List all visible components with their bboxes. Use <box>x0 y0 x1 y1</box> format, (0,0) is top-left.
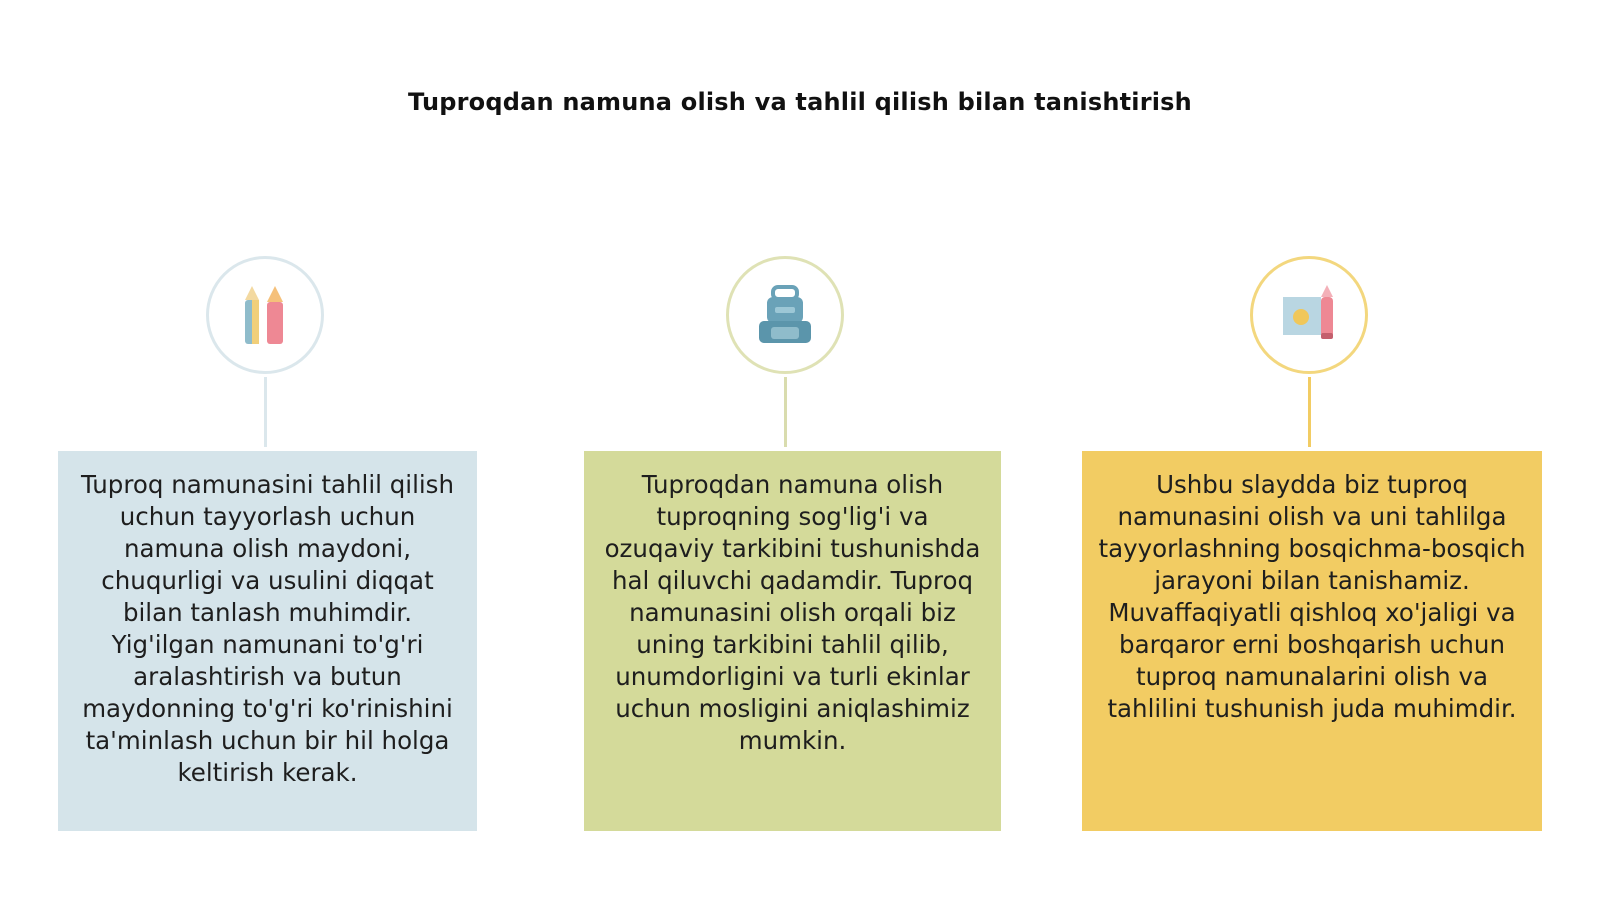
slide-title: Tuproqdan namuna olish va tahlil qilish bilan tanishtirish <box>408 88 1192 116</box>
info-card-3 <box>1082 451 1542 831</box>
card-text-3: Ushbu slaydda biz tuproq namunasini olish va uni tahlilga tayyorlashning bosqichma-bosqich jarayoni bilan tanishamiz. Muvaffaqiyatli qishloq xo'jaligi va barqaror erni boshqarish uchun tuproq namunalarini olish va tahlilini tushunish juda muhimdir. <box>1098 470 1526 723</box>
card-text-2: Tuproqdan namuna olish tuproqning sog'lig'i va ozuqaviy tarkibini tushunishda hal qiluvchi qadamdir. Tuproq namunasini olish orqali biz uning tarkibini tahlil qilib, unumdorligini va turli ekinlar uchun mosligini aniqlashimiz mumkin. <box>604 470 981 755</box>
backpack-icon <box>753 283 817 347</box>
info-card-1 <box>58 451 477 831</box>
connector-line-2 <box>784 377 787 447</box>
pencils-icon <box>235 280 295 350</box>
info-card-2 <box>584 451 1001 831</box>
connector-line-1 <box>264 377 267 447</box>
icon-circle-1 <box>206 256 324 374</box>
card-text-1: Tuproq namunasini tahlil qilish uchun tayyorlash uchun namuna olish maydoni, chuqurligi va usulini diqqat bilan tanlash muhimdir. Yig'ilgan namunani to'g'ri aralashtirish va butun maydonning to'g'ri ko'rinishini ta'minlash uchun bir hil holga keltirish kerak. <box>81 470 454 787</box>
painting-icon <box>1277 283 1341 347</box>
icon-circle-3 <box>1250 256 1368 374</box>
connector-line-3 <box>1308 377 1311 447</box>
icon-circle-2 <box>726 256 844 374</box>
